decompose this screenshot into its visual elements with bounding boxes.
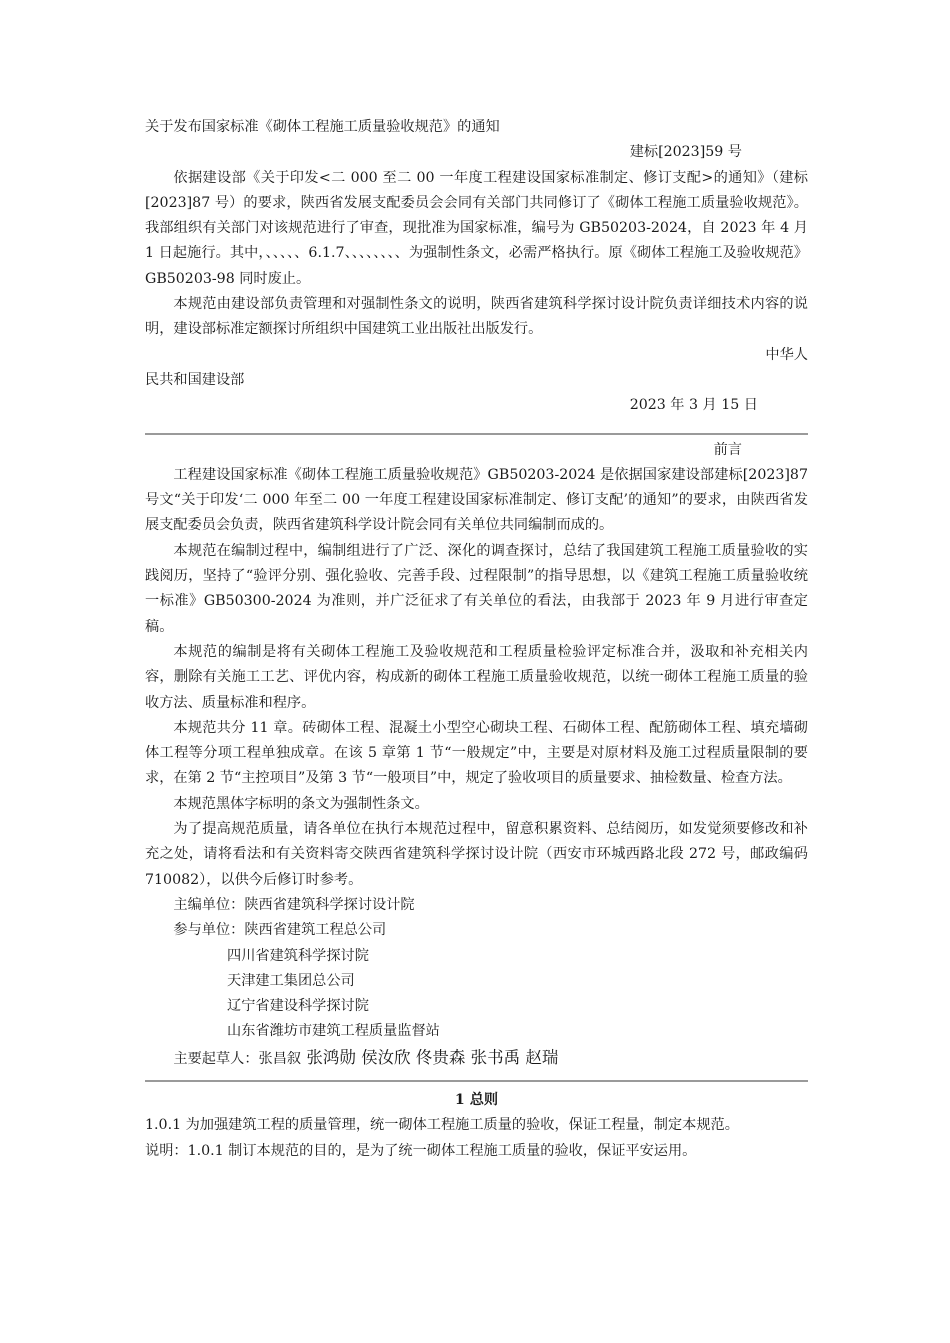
preface-paragraph: 本规范黑体字标明的条文为强制性条文。 [173,795,429,812]
chief-unit: 主编单位：陕西省建筑科学探讨设计院 [173,896,415,913]
preface-paragraph: 为了提高规范质量，请各单位在执行本规范过程中，留意积累资料、总结阅历，如发觉须要修改和补充之处，请将看法和有关资料寄交陕西省建筑科学探讨设计院（西安市环城西路北段 272 号，邮政编码 710082），以供今后修订时参考。 [145,821,808,888]
preface-paragraph: 工程建设国家标准《砌体工程施工质量验收规范》GB50203-2024 是依据国家建设部建标[2023]87 号文“关于印发‘二 000 年至二 00 一年度工程建设国家标准制定、修订支配’的通知”的要求，由陕西省发展支配委员会负责，陕西省建筑科学设计院会同有关单位共同编制而成的。 [145,466,808,534]
participating-unit: 四川省建筑科学探讨院 [227,947,369,964]
participating-unit: 天津建工集团总公司 [227,972,355,989]
participating-units-label: 参与单位：陕西省建筑工程总公司 [173,922,387,939]
chapter-clause: 1.0.1 为加强建筑工程的质量管理，统一砌体工程施工质量的验收，保证工程量，制定本规范。 [145,1117,739,1134]
participating-unit: 辽宁省建设科学探讨院 [227,998,369,1015]
chapter-note: 说明：1.0.1 制订本规范的目的，是为了统一砌体工程施工质量的验收，保证平安运用。 [145,1142,697,1159]
preface-title: 前言 [713,441,742,458]
chapter-title: 1 总则 [454,1091,499,1108]
preface-paragraph: 本规范在编制过程中，编制组进行了广泛、深化的调查探讨，总结了我国建筑工程施工质量验收的实践阅历，坚持了“验评分别、强化验收、完善手段、过程限制”的指导思想，以《建筑工程施工质量验收统一标准》GB50300-2024 为准则，并广泛征求了有关单位的看法，由我部于 2023 年 9 月进行审查定稿。 [145,542,808,635]
notice-doc-number: 建标[2023]59 号 [629,144,742,161]
preface-paragraph: 本规范的编制是将有关砌体工程施工及验收规范和工程质量检验评定标准合并，汲取和补充相关内容，删除有关施工工艺、评优内容，构成新的砌体工程施工质量验收规范，以统一砌体工程施工质量的验收方法、质量标准和程序。 [145,643,808,711]
participating-unit: 山东省潍坊市建筑工程质量监督站 [227,1023,440,1040]
drafters-names: 张鸿勋 侯汝欣 佟贵森 张书禹 赵瑞 [301,1047,559,1067]
notice-title: 关于发布国家标准《砌体工程施工质量验收规范》的通知 [145,119,500,135]
preface-paragraph: 本规范共分 11 章。砖砌体工程、混凝土小型空心砌块工程、石砌体工程、配筋砌体工程、填充墙砌体工程等分项工程单独成章。在该 5 章第 1 节“一般规定”中，主要是对原材料及施工过程质量限制的要求，在第 2 节“主控项目”及第 3 节“一般项目”中，规定了验收项目的质量要求、抽检数量、检查方法。 [145,719,808,787]
notice-issuer-part1: 中华人 [765,346,808,363]
document-page [145,115,808,1164]
drafters-label: 主要起草人：张昌叙 [173,1050,302,1067]
notice-paragraph: 本规范由建设部负责管理和对强制性条文的说明，陕西省建筑科学探讨设计院负责详细技术内容的说明，建设部标准定额探讨所组织中国建筑工业出版社出版发行。 [145,296,808,338]
notice-issuer-part2: 民共和国建设部 [145,371,245,388]
drafters-line [145,1045,808,1072]
notice-paragraph: 依据建设部《关于印发<二 000 至二 00 一年度工程建设国家标准制定、修订支配>的通知》（建标[2023]87 号）的要求，陕西省发展支配委员会会同有关部门共同修订了《砌体工程施工质量验收规范》。我部组织有关部门对该规范进行了审查，现批准为国家标准，编号为 GB50203-2024，自 2023 年 4 月 1 日起施行。其中，、、、、、6.1.7、、、、、、、、为强制性条文，必需严格执行。原《砌体工程施工及验收规范》GB50203-98 同时废止。 [145,169,808,287]
notice-date: 2023 年 3 月 15 日 [629,397,758,414]
